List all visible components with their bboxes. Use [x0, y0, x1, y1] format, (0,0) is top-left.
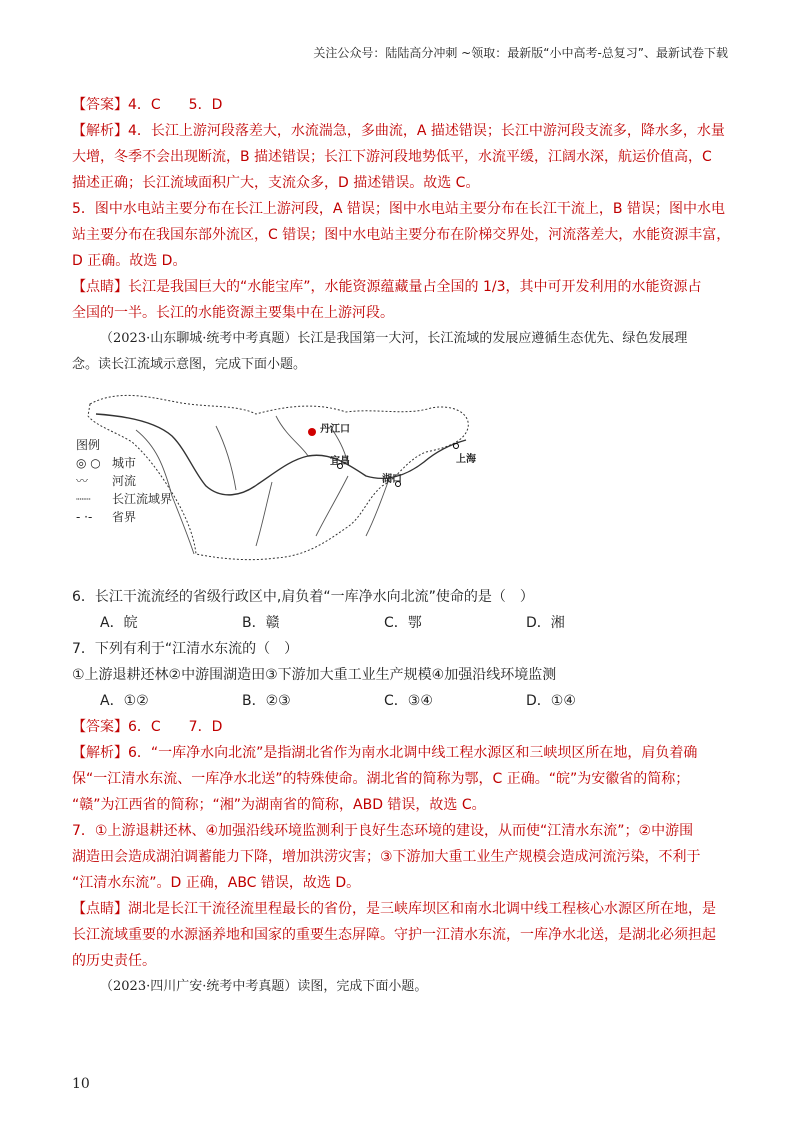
- option-b: B．赣: [242, 615, 280, 631]
- answer-text: 6．C 7．D: [128, 719, 223, 735]
- analysis-line: [72, 118, 728, 144]
- page-number: 10: [72, 1076, 90, 1092]
- tributary: [256, 482, 272, 546]
- question-intro: 念。读长江流域示意图，完成下面小题。: [72, 357, 307, 372]
- map-label-danjiangkou: 丹江口: [320, 424, 350, 435]
- tributary: [366, 482, 388, 536]
- shanghai-marker: [454, 444, 459, 449]
- analysis-text: 4．长江上游河段落差大，水流湍急，多曲流，A 描述错误；长江中游河段支流多，降水多，水量: [128, 123, 725, 139]
- legend-item: [76, 508, 172, 526]
- tip-tag: 【点睛】: [72, 901, 128, 917]
- danjiangkou-marker: [308, 428, 316, 436]
- question-7-statements: ①上游退耕还林②中游围湖造田③下游加大重工业生产规模④加强沿线环境监测: [72, 667, 557, 683]
- river-icon: 〰: [76, 474, 89, 488]
- analysis-line: “赣”为江西省的简称；“湘”为湖南省的简称，ABD 错误，故选 C。: [72, 797, 486, 813]
- question-intro: （2023·山东聊城·统考中考真题）长江是我国第一大河，长江流域的发展应遵循生态优先、绿色发展理: [100, 331, 688, 346]
- map-label-shanghai: 上海: [456, 454, 476, 465]
- province-border-icon: ‐ ·‐: [76, 510, 93, 524]
- legend-label: 城市: [112, 456, 137, 470]
- answer-tag: 【答案】: [72, 97, 128, 113]
- legend-item: [76, 472, 172, 490]
- analysis-tag: 【解析】: [72, 123, 128, 139]
- analysis-line: 7．①上游退耕还林、④加强沿线环境监测利于良好生态环境的建设，从而使“江清水东流”；②中游围: [72, 823, 694, 839]
- analysis-line: 5．图中水电站主要分布在长江上游河段，A 错误；图中水电站主要分布在长江干流上，B 错误；图中水电: [72, 201, 725, 217]
- answer-text: 4．C 5．D: [128, 97, 223, 113]
- option-c: C．③④: [384, 693, 433, 709]
- analysis-line: “江清水东流”。D 正确，ABC 错误，故选 D。: [72, 875, 361, 891]
- map-label-yichang: 宜昌: [330, 456, 350, 467]
- tip-line: 的历史责任。: [72, 953, 156, 969]
- question-7: 7．下列有利于“江清水东流的（ ）: [72, 641, 299, 657]
- page-content: [72, 92, 731, 1000]
- tip-text: 湖北是长江干流径流里程最长的省份，是三峡库坝区和南水北调中线工程核心水源区所在地，是: [128, 901, 716, 917]
- option-a: A．①②: [100, 693, 149, 709]
- analysis-line: D 正确。故选 D。: [72, 253, 187, 269]
- option-c: C．鄂: [384, 615, 422, 631]
- analysis-line: 大增，冬季不会出现断流，B 描述错误；长江下游河段地势低平，水流平缓，江阔水深，航运价值高，C: [72, 149, 712, 165]
- tip-line: [72, 274, 728, 300]
- analysis-text: 6．“一库净水向北流”是指湖北省作为南水北调中线工程水源区和三峡坝区所在地，肩负着确: [128, 745, 698, 761]
- tributary: [276, 416, 308, 456]
- tip-line: 长江流域重要的水源涵养地和国家的重要生态屏障。守护一江清水东流，一库净水北送，是湖北必须担起: [72, 927, 716, 943]
- basin-boundary-icon: ┈┈: [76, 492, 91, 506]
- legend-label: 省界: [112, 510, 137, 524]
- tip-line: [72, 896, 728, 922]
- option-d: D．①④: [526, 693, 576, 709]
- answer-line-2: [72, 714, 728, 740]
- option-d: D．湘: [526, 615, 565, 631]
- legend-item: [76, 490, 172, 508]
- option-a: A．皖: [100, 615, 138, 631]
- map-label-hukou: 湖口: [382, 474, 402, 485]
- option-b: B．②③: [242, 693, 291, 709]
- question-7-options: [72, 688, 728, 714]
- tributary: [316, 476, 348, 536]
- tributary: [216, 426, 236, 490]
- tip-text: 长江是我国巨大的“水能宝库”，水能资源蕴藏量占全国的 1/3，其中可开发利用的水能资源占: [128, 279, 702, 295]
- analysis-line: 站主要分布在我国东部外流区，C 错误；图中水电站主要分布在阶梯交界处，河流落差大，水能资源丰富，: [72, 227, 731, 243]
- page-header: 关注公众号：陆陆高分冲刺 ~领取：最新版“小中高考-总复习”、最新试卷下载: [313, 46, 728, 60]
- yangtze-basin-map: [76, 386, 476, 578]
- tip-line: 全国的一半。长江的水能资源主要集中在上游河段。: [72, 305, 394, 321]
- tip-tag: 【点睛】: [72, 279, 128, 295]
- answer-line-1: [72, 92, 728, 118]
- analysis-line: 保“一江清水东流、一库净水北送”的特殊使命。湖北省的简称为鄂，C 正确。“皖”为安徽省的简称；: [72, 771, 690, 787]
- legend-label: 河流: [112, 474, 137, 488]
- map-legend: [76, 436, 172, 526]
- question-intro: （2023·四川广安·统考中考真题）读图，完成下面小题。: [100, 979, 428, 994]
- answer-tag: 【答案】: [72, 719, 128, 735]
- analysis-tag: 【解析】: [72, 745, 128, 761]
- city-icon: ◎ ○: [76, 456, 101, 470]
- legend-label: 长江流域界: [112, 492, 173, 506]
- question-6-options: [72, 610, 728, 636]
- question-6: 6．长江干流流经的省级行政区中,肩负着“一库净水向北流”使命的是（ ）: [72, 589, 534, 605]
- legend-item: [76, 454, 172, 472]
- legend-title: 图例: [76, 438, 101, 452]
- analysis-line: 描述正确；长江流域面积广大，支流众多，D 描述错误。故选 C。: [72, 175, 480, 191]
- analysis-line: [72, 740, 728, 766]
- analysis-line: 湖造田会造成湖泊调蓄能力下降，增加洪涝灾害；③下游加大重工业生产规模会造成河流污染，不利于: [72, 849, 701, 865]
